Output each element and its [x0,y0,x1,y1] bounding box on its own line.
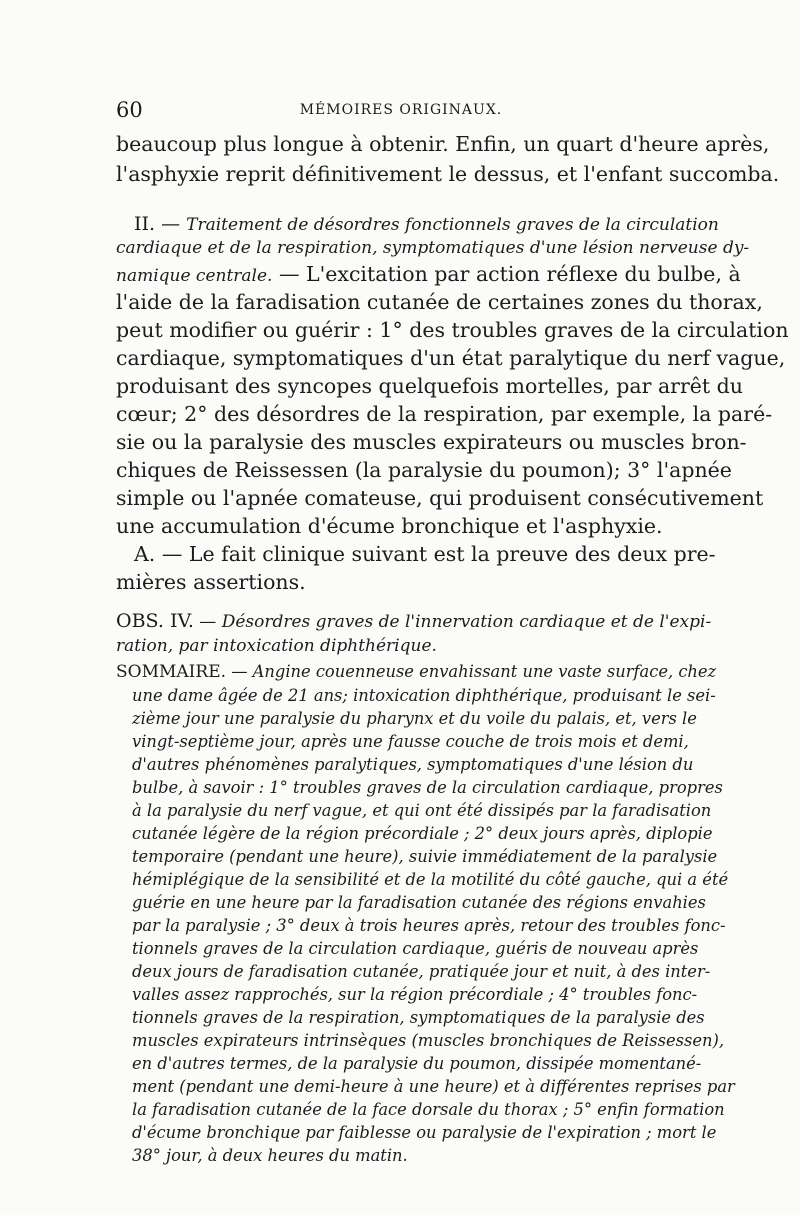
text-line: ment (pendant une demi-heure à une heure) et à différentes reprises par [132,1077,735,1096]
section-number: II. — [134,213,187,235]
text-line: tionnels graves de la circulation cardiaque, guéris de nouveau après [132,939,699,958]
text-line: produisant des syncopes quelquefois mortelles, par arrêt du [116,374,743,398]
section-title-end: namique centrale. [116,266,273,286]
text-line: mières assertions. [116,570,306,594]
text-line: A. — Le fait clinique suivant est la preuve des deux pre- [134,542,716,566]
text-line: chiques de Reissessen (la paralysie du poumon); 3° l'apnée [116,458,732,482]
text-line-mixed [116,610,712,633]
section-text: — L'excitation par action réflexe du bulbe, à [272,262,741,286]
text-line: cutanée légère de la région précordiale ; 2° deux jours après, diplopie [132,824,713,843]
text-line: à la paralysie du nerf vague, et qui ont été dissipés par la faradisation [132,801,712,820]
sommaire-text: — Angine couenneuse envahissant une vaste surface, chez [226,662,717,681]
text-line: temporaire (pendant une heure), suivie immédiatement de la paralysie [132,847,718,866]
text-line: en d'autres termes, de la paralysie du poumon, dissipée momentané- [132,1054,702,1073]
text-line: tionnels graves de la respiration, symptomatiques de la paralysie des [132,1008,705,1027]
text-line: une accumulation d'écume bronchique et l'asphyxie. [116,514,663,538]
text-line: hémiplégique de la sensibilité et de la motilité du côté gauche, qui a été [132,870,729,889]
text-line: par la paralysie ; 3° deux à trois heures après, retour des troubles fonc- [132,916,726,935]
text-line: cardiaque, symptomatiques d'un état paralytique du nerf vague, [116,346,786,370]
text-line: cardiaque et de la respiration, symptomatiques d'une lésion nerveuse dy- [116,238,750,258]
text-line: beaucoup plus longue à obtenir. Enfin, un quart d'heure après, [116,132,770,156]
observation-label: OBS. IV. [116,610,194,632]
text-line: simple ou l'apnée comateuse, qui produisent consécutivement [116,486,764,510]
text-line: cœur; 2° des désordres de la respiration, par exemple, la paré- [116,402,773,426]
text-line [134,212,719,236]
text-line: muscles expirateurs intrinsèques (muscles bronchiques de Reissessen), [132,1031,724,1050]
text-line: une dame âgée de 21 ans; intoxication diphthérique, produisant le sei- [132,686,716,705]
sommaire-label: SOMMAIRE. [116,662,227,682]
page-number: 60 [116,98,143,122]
observation-title: — Désordres graves de l'innervation cardiaque et de l'expi- [193,612,712,632]
text-line: ration, par intoxication diphthérique. [116,636,437,656]
text-line: guérie en une heure par la faradisation cutanée des régions envahies [132,893,706,912]
text-line: la faradisation cutanée de la face dorsale du thorax ; 5° enfin formation [132,1100,725,1119]
text-line: valles assez rapprochés, sur la région précordiale ; 4° troubles fonc- [132,985,698,1004]
text-line: bulbe, à savoir : 1° troubles graves de la circulation cardiaque, propres [132,778,723,797]
text-line: l'aide de la faradisation cutanée de certaines zones du thorax, [116,290,763,314]
text-line: 38° jour, à deux heures du matin. [132,1146,408,1165]
text-line: peut modifier ou guérir : 1° des troubles graves de la circulation [116,318,789,342]
text-line: deux jours de faradisation cutanée, pratiquée jour et nuit, à des inter- [132,962,711,981]
text-line: l'asphyxie reprit définitivement le dessus, et l'enfant succomba. [116,162,780,186]
running-head: MÉMOIRES ORIGINAUX. [299,102,503,118]
text-line-mixed [116,660,717,683]
text-line-mixed [116,260,741,288]
text-line: d'autres phénomènes paralytiques, symptomatiques d'une lésion du [132,755,694,774]
text-line: zième jour une paralysie du pharynx et du voile du palais, et, vers le [132,709,697,728]
text-line: vingt-septième jour, après une fausse couche de trois mois et demi, [132,732,689,751]
section-title: Traitement de désordres fonctionnels graves de la circulation [186,215,719,235]
text-line: d'écume bronchique par faiblesse ou paralysie de l'expiration ; mort le [132,1123,717,1142]
page-header [116,98,686,122]
text-line: sie ou la paralysie des muscles expirateurs ou muscles bron- [116,430,747,454]
